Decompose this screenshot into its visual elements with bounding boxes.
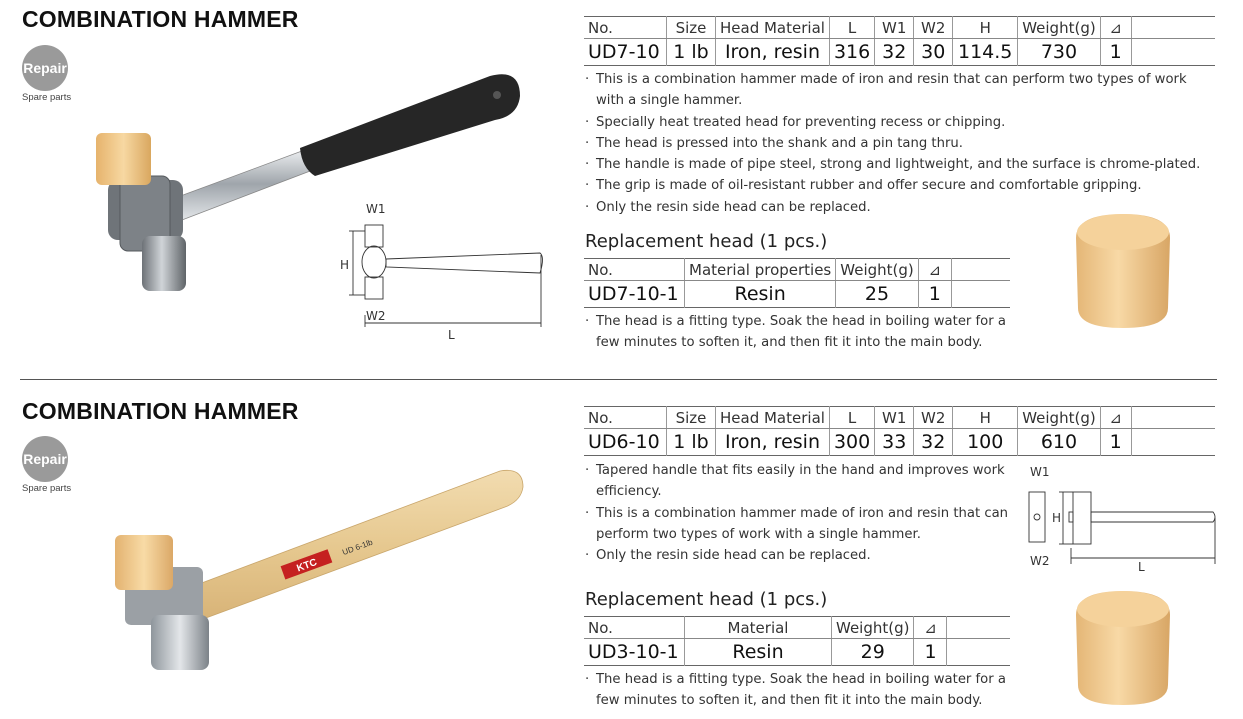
handle-model-text: UD 6-1lb [341, 537, 374, 557]
col-no: No. [584, 259, 685, 281]
cell-qty: 1 [1100, 39, 1131, 66]
col-size: Size [667, 407, 716, 429]
cell-head-material: Iron, resin [716, 39, 830, 66]
col-h: H [953, 17, 1018, 39]
cell-l: 316 [829, 39, 874, 66]
col-qty [1100, 17, 1131, 39]
cell-w1: 32 [875, 39, 914, 66]
handle-brand-text: KTC [295, 557, 319, 575]
dim-h-label: H [340, 258, 350, 272]
col-l: L [829, 17, 874, 39]
repair-badge: Repair [22, 45, 68, 91]
cell-weight: 730 [1018, 39, 1100, 66]
note-item: · Only the resin side head can be replaced. [584, 197, 1209, 218]
note-item: · The head is pressed into the shank and a pin tang thru. [584, 133, 1209, 154]
dim-l-label: L [448, 328, 455, 342]
cell-qty: 1 [918, 281, 951, 308]
cell-no: UD7-10-1 [584, 281, 685, 308]
cell-w2: 30 [914, 39, 953, 66]
col-material: Material properties [685, 259, 836, 281]
cell-weight: 25 [836, 281, 918, 308]
replacement-notes [584, 669, 1014, 712]
replacement-table [584, 258, 1010, 308]
cell-qty: 1 [914, 639, 947, 666]
cell-material: Resin [685, 639, 832, 666]
replacement-title: Replacement head (1 pcs.) [585, 589, 828, 610]
col-qty [914, 617, 947, 639]
cell-l: 300 [829, 429, 874, 456]
note-item: · This is a combination hammer made of iron and resin that can perform two types of work with a single hammer. [584, 69, 1209, 112]
replacement-head-image [1068, 208, 1178, 333]
col-head-material: Head Material [716, 407, 830, 429]
repair-badge: Repair [22, 436, 68, 482]
col-weight: Weight(g) [836, 259, 918, 281]
feature-notes [584, 69, 1209, 218]
package-icon: ⊿ [924, 618, 937, 637]
package-icon: ⊿ [928, 260, 942, 279]
cell-no: UD7-10 [584, 39, 667, 66]
dim-h-label: H [1052, 511, 1062, 525]
badge-subtitle: Spare parts [22, 92, 72, 103]
col-qty [918, 259, 951, 281]
col-weight: Weight(g) [1018, 17, 1100, 39]
cell-size: 1 lb [667, 39, 716, 66]
package-icon: ⊿ [1109, 18, 1122, 37]
col-weight: Weight(g) [832, 617, 914, 639]
hammer-ud6-10-image [105, 465, 530, 690]
dim-l-label: L [1138, 560, 1145, 574]
note-item: · The head is a fitting type. Soak the head in boiling water for a few minutes to soften it, and then fit it into the main body. [584, 311, 1014, 354]
col-l: L [829, 407, 874, 429]
replacement-title: Replacement head (1 pcs.) [585, 231, 828, 252]
cell-w2: 32 [914, 429, 953, 456]
col-w2: W2 [914, 17, 953, 39]
note-item: · Tapered handle that fits easily in the hand and improves work efficiency. [584, 460, 1014, 503]
replacement-notes [584, 311, 1014, 354]
cell-weight: 610 [1018, 429, 1100, 456]
col-w1: W1 [875, 17, 914, 39]
col-material: Material [685, 617, 832, 639]
dim-w1-label: W1 [1030, 465, 1050, 479]
cell-weight: 29 [832, 639, 914, 666]
cell-no: UD3-10-1 [584, 639, 685, 666]
feature-notes [584, 460, 1014, 566]
cell-material: Resin [685, 281, 836, 308]
note-item: · Only the resin side head can be replaced. [584, 545, 1014, 566]
col-w2: W2 [914, 407, 953, 429]
product-title: COMBINATION HAMMER [22, 6, 299, 32]
replacement-table [584, 616, 1010, 666]
dim-w1-label: W1 [366, 202, 386, 216]
spec-table [584, 406, 1215, 456]
cell-h: 114.5 [953, 39, 1018, 66]
note-item: · The head is a fitting type. Soak the head in boiling water for a few minutes to soften it, and then fit it into the main body. [584, 669, 1014, 712]
col-no: No. [584, 617, 685, 639]
col-w1: W1 [875, 407, 914, 429]
col-size: Size [667, 17, 716, 39]
col-weight: Weight(g) [1018, 407, 1100, 429]
dim-w2-label: W2 [366, 309, 386, 323]
cell-size: 1 lb [667, 429, 716, 456]
note-item: · Specially heat treated head for preventing recess or chipping. [584, 112, 1209, 133]
cell-no: UD6-10 [584, 429, 667, 456]
section-divider [20, 379, 1217, 380]
note-item: · The handle is made of pipe steel, strong and lightweight, and the surface is chrome-plated. [584, 154, 1209, 175]
spec-table [584, 16, 1215, 66]
package-icon: ⊿ [1109, 408, 1122, 427]
cell-w1: 33 [875, 429, 914, 456]
badge-subtitle: Spare parts [22, 483, 72, 494]
cell-head-material: Iron, resin [716, 429, 830, 456]
note-item: · The grip is made of oil-resistant rubber and offer secure and comfortable gripping. [584, 175, 1209, 196]
product-title: COMBINATION HAMMER [22, 398, 299, 424]
replacement-head-image [1068, 585, 1178, 710]
dim-w2-label: W2 [1030, 554, 1050, 568]
col-head-material: Head Material [716, 17, 830, 39]
col-no: No. [584, 17, 667, 39]
col-no: No. [584, 407, 667, 429]
col-h: H [953, 407, 1018, 429]
note-item: · This is a combination hammer made of iron and resin that can perform two types of work with a single hammer. [584, 503, 1014, 546]
cell-qty: 1 [1100, 429, 1131, 456]
cell-h: 100 [953, 429, 1018, 456]
col-qty [1100, 407, 1131, 429]
